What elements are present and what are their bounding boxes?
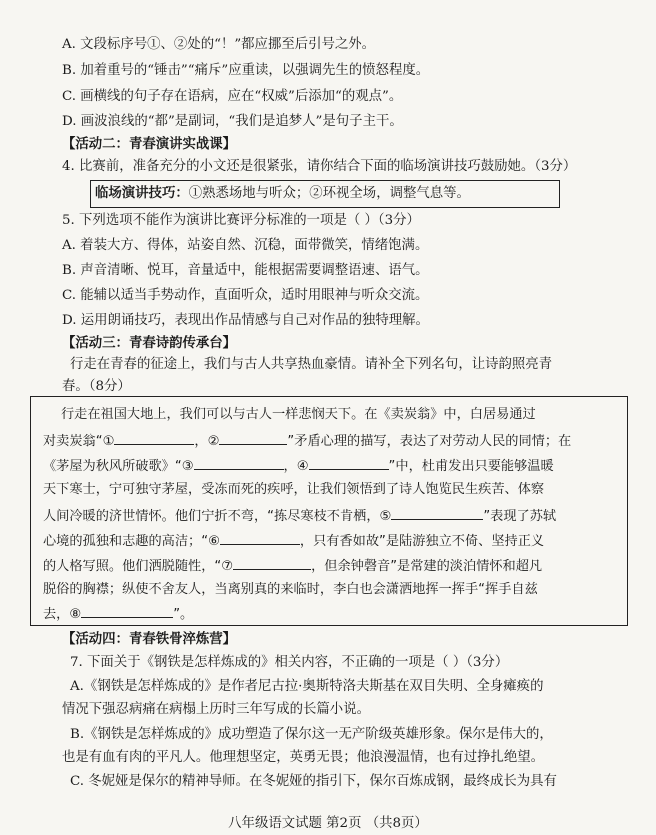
- q3-option-b: B. 加着重号的“锤击”“痛斥”应重读，以强调先生的愤怒程度。: [62, 63, 430, 78]
- page-footer: 八年级语文试题 第2页 （共8页）: [228, 816, 428, 831]
- q3-option-a: A. 文段标序号①、②处的“！”都应挪至后引号之外。: [62, 37, 376, 52]
- blank-3[interactable]: [194, 456, 284, 470]
- speech-tips-box: [90, 180, 560, 208]
- poem-line-9: 去，⑧ ”。: [43, 604, 619, 624]
- q7-option-a-line-1: A.《钢铁是怎样炼成的》是作者尼古拉·奥斯特洛夫斯基在双目失明、全身瘫痪的: [70, 679, 544, 694]
- q5-option-a: A. 着装大方、得体，站姿自然、沉稳，面带微笑，情绪饱满。: [62, 238, 429, 253]
- poem-line-6: 心境的孤独和志趣的高洁；“⑥ ，只有香如故”是陆游独立不倚、坚持正义: [43, 531, 619, 551]
- blank-5[interactable]: [391, 506, 483, 520]
- question-4: 4. 比赛前，准备充分的小文还是很紧张，请你结合下面的临场演讲技巧鼓励她。（3分）: [62, 159, 577, 174]
- question-5: 5. 下列选项不能作为演讲比赛评分标准的一项是（ ）（3分）: [62, 213, 420, 228]
- blank-4[interactable]: [309, 456, 389, 470]
- question-7: 7. 下面关于《钢铁是怎样炼成的》相关内容，不正确的一项是（ ）（3分）: [70, 655, 509, 670]
- poem-line-5: 人间冷暖的济世情怀。他们宁折不弯，“拣尽寒枝不肯栖，⑤ ”表现了苏轼: [43, 506, 619, 526]
- blank-8[interactable]: [81, 604, 173, 618]
- poem-line-8: 脱俗的胸襟；纵使不舍友人，当离别真的来临时，李白也会潇洒地挥一挥手“挥手自兹: [43, 582, 538, 597]
- speech-tips-label: 临场演讲技巧：: [95, 185, 189, 201]
- activity-2-heading: 【活动二：青春演讲实战课】: [62, 136, 237, 152]
- blank-6[interactable]: [220, 531, 300, 545]
- poem-line-1: 行走在祖国大地上，我们可以与古人一样悲悯天下。在《卖炭翁》中，白居易通过: [61, 407, 536, 422]
- q6-intro-line-2: 春。（8分）: [62, 379, 131, 394]
- poem-fill-box: [30, 396, 628, 626]
- poem-line-7: 的人格写照。他们洒脱随性，“⑦ ，但余钟磬音”是常建的淡泊情怀和超凡: [43, 556, 619, 576]
- blank-7[interactable]: [233, 556, 311, 570]
- q5-option-b: B. 声音清晰、悦耳，音量适中，能根据需要调整语速、语气。: [62, 263, 429, 278]
- q7-option-a-line-2: 情况下强忍病痛在病榻上历时三年写成的长篇小说。: [62, 702, 370, 717]
- speech-tips-content: ①熟悉场地与听众；②环视全场，调整气息等。: [188, 186, 470, 201]
- q7-option-b-line-2: 也是有血有肉的平凡人。他理想坚定，英勇无畏；他浪漫温情，也有过挣扎绝望。: [62, 750, 545, 765]
- q5-option-d: D. 运用朗诵技巧，表现出作品情感与自己对作品的独特理解。: [62, 313, 429, 328]
- q3-option-d: D. 画波浪线的“都”是副词，“我们是追梦人”是句子主干。: [62, 114, 403, 129]
- blank-1[interactable]: [114, 431, 194, 445]
- poem-line-4: 天下寒士，宁可独守茅屋，受冻而死的疾呼，让我们领悟到了诗人饱览民生疾苦、体察: [43, 482, 545, 497]
- q3-option-c: C. 画横线的句子存在语病，应在“权威”后添加“的观点”。: [62, 89, 403, 104]
- blank-2[interactable]: [219, 431, 287, 445]
- poem-line-3: 《茅屋为秋风所破歌》“③ ，④ ”中，杜甫发出只要能够温暖: [43, 456, 619, 476]
- q7-option-b-line-1: B.《钢铁是怎样炼成的》成功塑造了保尔这一无产阶级英雄形象。保尔是伟大的，: [70, 727, 553, 742]
- q5-option-c: C. 能辅以适当手势动作，直面听众，适时用眼神与听众交流。: [62, 288, 429, 303]
- q7-option-c-line-1: C. 冬妮娅是保尔的精神导师。在冬妮娅的指引下，保尔百炼成钢，最终成长为具有: [70, 774, 557, 789]
- poem-line-2: 对卖炭翁“① ，② ”矛盾心理的描写，表达了对劳动人民的同情；在: [43, 431, 619, 451]
- q6-intro-line-1: 行走在青春的征途上，我们与古人共享热血豪情。请补全下列名句，让诗韵照亮青: [70, 357, 553, 372]
- activity-3-heading: 【活动三：青春诗韵传承台】: [62, 335, 237, 351]
- activity-4-heading: 【活动四：青春铁骨淬炼营】: [62, 631, 237, 647]
